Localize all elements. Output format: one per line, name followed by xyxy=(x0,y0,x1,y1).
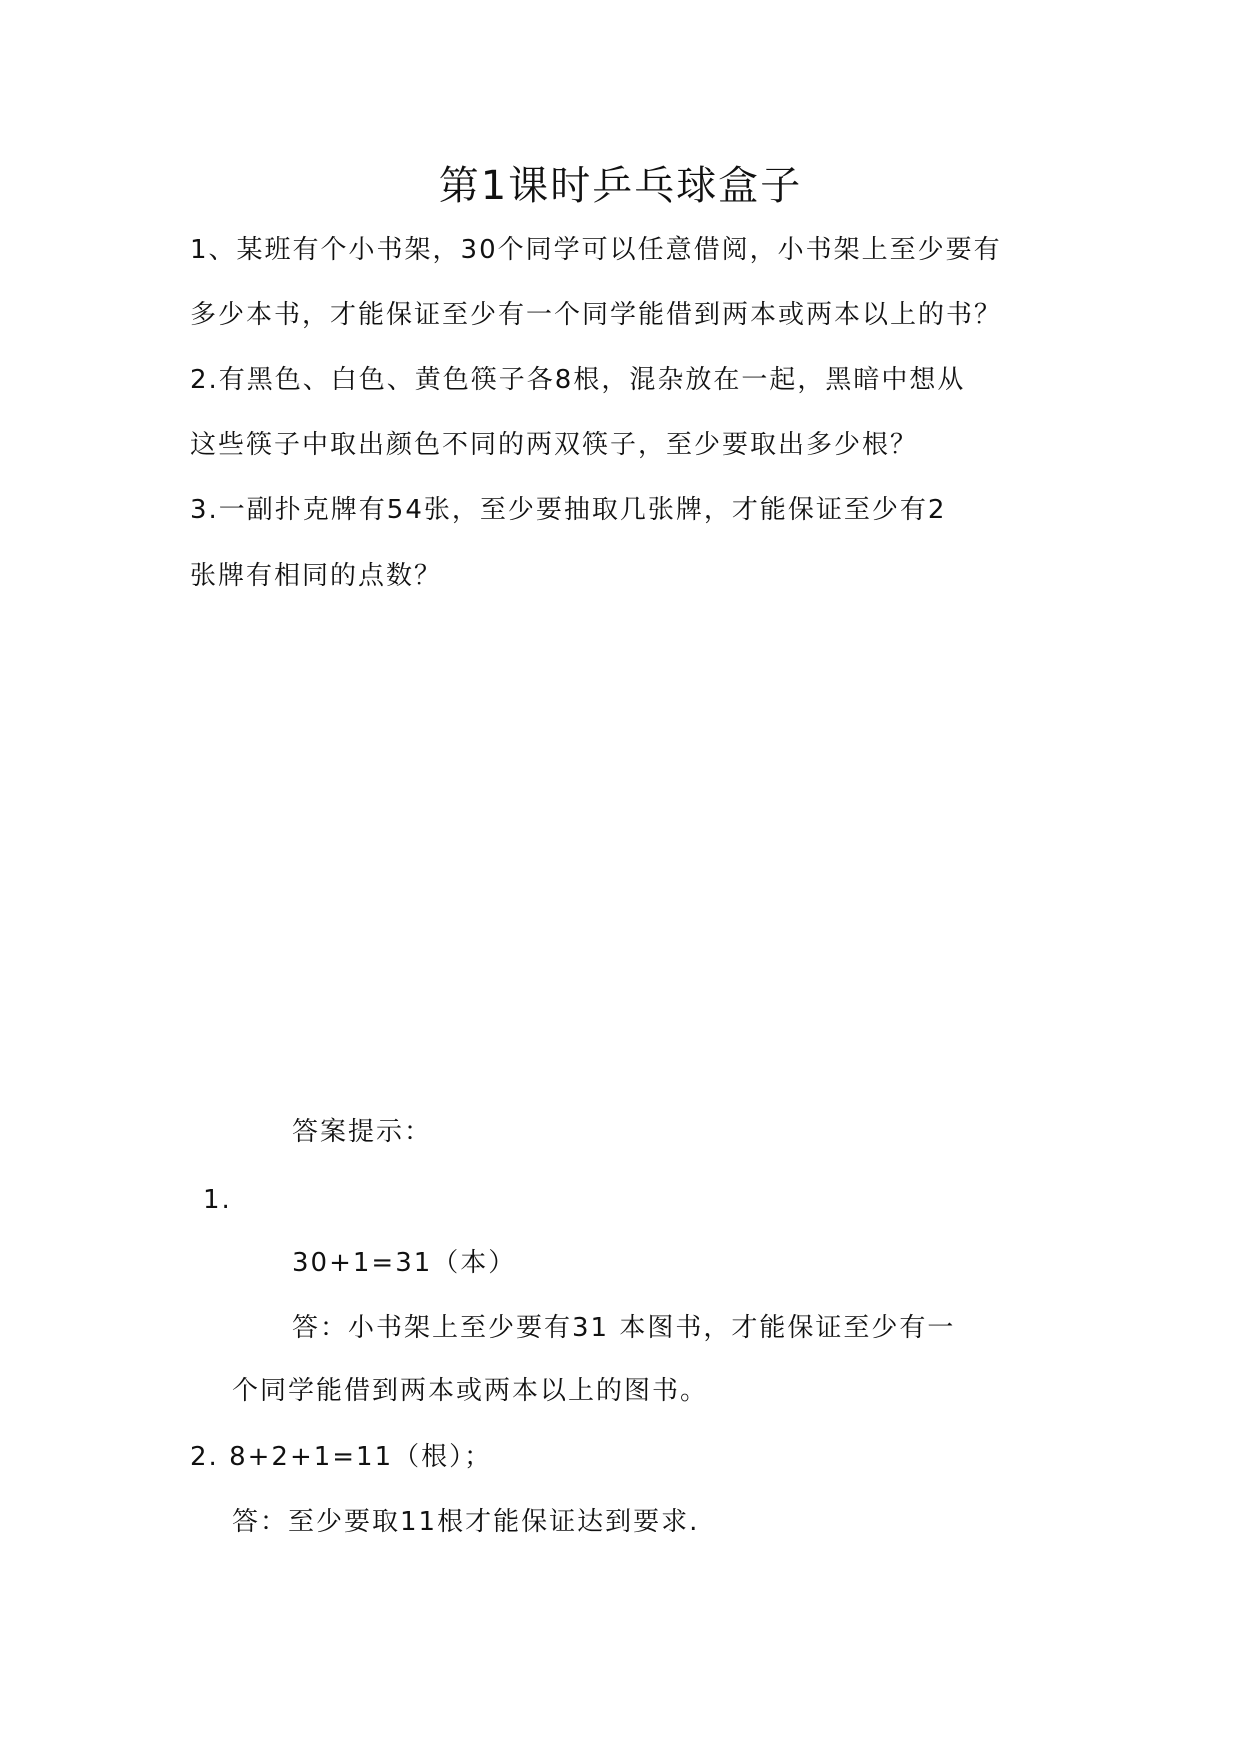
answer-2-formula: 2. 8+2+1=11（根）； xyxy=(190,1442,493,1472)
answers-heading: 答案提示： xyxy=(292,1117,433,1147)
question-2-line-2: 这些筷子中取出颜色不同的两双筷子，至少要取出多少根？ xyxy=(190,430,919,460)
question-2-line-1: 2.有黑色、白色、黄色筷子各8根，混杂放在一起，黑暗中想从 xyxy=(190,365,966,395)
answer-2-line: 答：至少要取11根才能保证达到要求. xyxy=(232,1507,700,1537)
answer-1-line-2: 个同学能借到两本或两本以上的图书。 xyxy=(232,1376,709,1406)
answer-1-formula: 30+1=31（本） xyxy=(292,1248,517,1278)
question-1-line-1: 1、某班有个小书架，30个同学可以任意借阅，小书架上至少要有 xyxy=(190,235,1002,265)
page-title: 第1课时乒乓球盒子 xyxy=(438,163,803,209)
question-1-line-2: 多少本书，才能保证至少有一个同学能借到两本或两本以上的书？ xyxy=(190,300,1003,330)
answer-1-line-1: 答：小书架上至少要有31 本图书，才能保证至少有一 xyxy=(292,1313,956,1343)
question-3-line-2: 张牌有相同的点数？ xyxy=(190,561,443,591)
answer-1-number: 1. xyxy=(203,1185,232,1215)
question-3-line-1: 3.一副扑克牌有54张，至少要抽取几张牌，才能保证至少有2 xyxy=(190,495,947,525)
